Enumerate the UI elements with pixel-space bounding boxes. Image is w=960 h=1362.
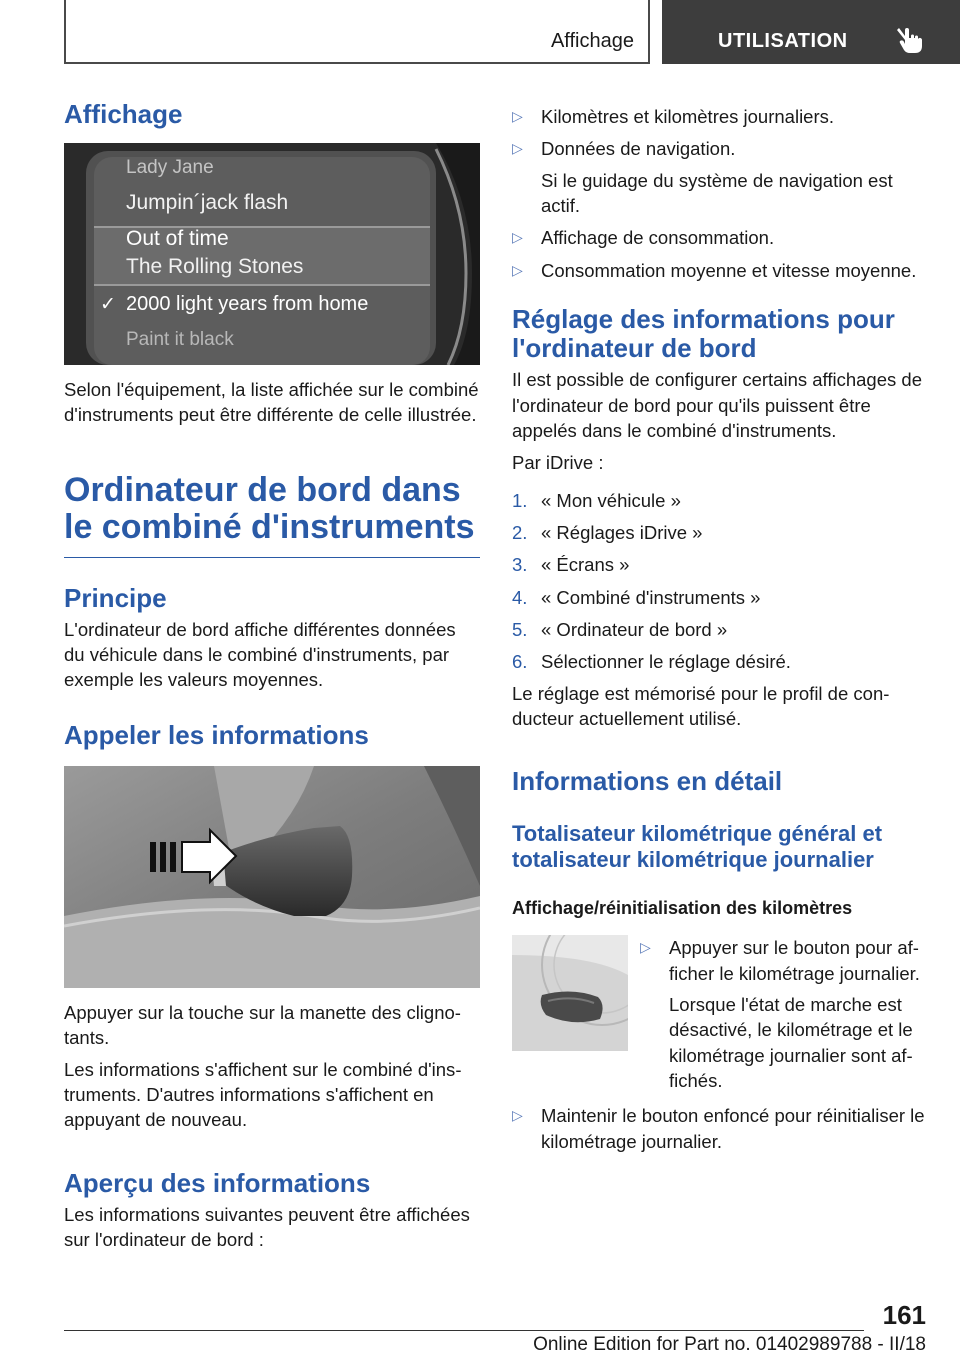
turn-signal-lever-figure — [64, 766, 480, 988]
reglage-text: Il est possible de configurer certains affichages de l'ordinateur de bord pour qu'ils puissent être appelés dans le combiné d'instruments. — [512, 369, 922, 441]
page-number: 161 — [882, 1300, 926, 1330]
pointing-hand-icon — [894, 24, 924, 56]
memo-text: Le réglage est mémorisé pour le profil de conducteur actuellement utilisé. — [512, 682, 890, 730]
chapter-title-ordinateur: Ordinateur de bord dans le combiné d'instruments — [64, 470, 475, 547]
list-item-text: Kilomètres et kilomètres journaliers. — [541, 106, 835, 127]
header-chapter-title: UTILISATION — [718, 30, 848, 52]
step-number: 2. — [512, 522, 528, 543]
display-item-3: Out of time — [126, 227, 229, 251]
list-item — [512, 552, 932, 577]
check-icon: ✓ — [100, 294, 116, 316]
lever-graphic — [64, 766, 480, 988]
chapter-title-rule — [64, 557, 480, 558]
list-item-text: Appuyer sur le bouton pour afficher le kilométrage journalier. — [669, 937, 920, 984]
nav-subtext: Si le guidage du système de navigation est actif. — [541, 169, 893, 217]
display-item-2: Jumpin´jack flash — [126, 191, 289, 215]
list-item-text: Données de navigation. — [541, 138, 736, 160]
display-menu-figure — [64, 143, 480, 365]
principe-text: L'ordinateur de bord affiche différentes données du véhicule dans le combiné d'instruments, par exemple les valeurs moyennes. — [64, 618, 456, 691]
display-item-1: Lady Jane — [126, 157, 214, 179]
list-item — [512, 617, 932, 642]
list-item-text: Maintenir le bouton enfoncé pour réinitialiser le kilométrage journalier. — [541, 1105, 925, 1152]
footer-rule — [64, 1330, 864, 1331]
step-number: 6. — [512, 651, 528, 673]
list-item — [512, 520, 932, 545]
section-title-affichage: Affichage — [64, 99, 183, 129]
section-title-details: Informations en détail — [512, 766, 783, 797]
bullet-triangle-icon: ▷ — [512, 261, 523, 278]
list-item — [640, 935, 932, 986]
idrive-steps-list — [512, 488, 932, 675]
list-item — [512, 585, 932, 610]
section-title-principe: Principe — [64, 582, 167, 613]
list-item — [512, 136, 932, 161]
list-item — [512, 488, 932, 513]
appeler-text-2: Les informations s'affichent sur le combiné d'instruments. D'autres informations s'affichent en appuyant de nouveau. — [64, 1058, 462, 1131]
step-text: « Mon véhicule » — [541, 489, 681, 511]
subsubsection-title-affichage-reinit: Affichage/réinitialisation des kilomètres — [512, 898, 853, 919]
header-section-box — [64, 0, 650, 64]
step-number: 4. — [512, 586, 528, 608]
step-number: 5. — [512, 619, 528, 641]
right-column — [512, 100, 932, 1154]
bullet-triangle-icon: ▷ — [512, 229, 523, 246]
list-item — [512, 225, 932, 250]
list-item — [512, 258, 932, 283]
header-chapter-box — [662, 0, 960, 64]
subsection-title-totalisateur: Totalisateur kilométrique général et totalisateur kilométrique journalier — [512, 820, 883, 873]
par-idrive-text: Par iDrive : — [512, 452, 604, 474]
list-item — [512, 104, 932, 129]
section-title-apercu: Aperçu des informations — [64, 1167, 371, 1198]
list-item — [512, 1103, 932, 1154]
list-item-text: Affichage de consommation. — [541, 227, 775, 249]
bullet-triangle-icon: ▷ — [512, 1107, 523, 1124]
step-number: 3. — [512, 554, 528, 576]
list-item-text: Consommation moyenne et vitesse moyenne. — [541, 259, 917, 281]
step-text: Sélectionner le réglage désiré. — [541, 651, 791, 673]
footer-edition: Online Edition for Part no. 01402989788 - II/18 — [533, 1334, 926, 1355]
list-item — [512, 649, 932, 674]
display-item-4: The Rolling Stones — [126, 255, 304, 279]
lorsque-subtext: Lorsque l'état de marche est désactivé, le kilométrage et le kilométrage journalier sont affichés. — [669, 993, 913, 1091]
section-title-appeler: Appeler les informations — [64, 719, 369, 750]
display-item-5: 2000 light years from home — [126, 293, 369, 316]
bullet-triangle-icon: ▷ — [512, 140, 523, 157]
appeler-text-1: Appuyer sur la touche sur la manette des clignotants. — [64, 1001, 461, 1049]
header-section-title: Affichage — [550, 30, 634, 52]
apercu-text: Les informations suivantes peuvent être affichées sur l'ordinateur de bord : — [64, 1203, 470, 1250]
display-item-6: Paint it black — [126, 329, 234, 351]
step-text: « Écrans » — [541, 554, 630, 576]
step-number: 1. — [512, 489, 528, 511]
step-text: « Ordinateur de bord » — [541, 619, 728, 641]
section-title-reglage: Réglage des informations pour l'ordinateur de bord — [512, 304, 895, 364]
odometer-button-graphic — [512, 935, 628, 1051]
odometer-row — [512, 935, 932, 1093]
odometer-button-figure — [512, 935, 628, 1051]
note-equipment: Selon l'équipement, la liste affichée sur le combiné d'instruments peut être différente de celle illustrée. — [64, 379, 479, 426]
bullet-triangle-icon: ▷ — [512, 108, 523, 124]
left-column — [64, 100, 480, 1252]
bullet-triangle-icon: ▷ — [640, 939, 651, 956]
step-text: « Combiné d'instruments » — [541, 586, 761, 608]
step-text: « Réglages iDrive » — [541, 522, 703, 543]
